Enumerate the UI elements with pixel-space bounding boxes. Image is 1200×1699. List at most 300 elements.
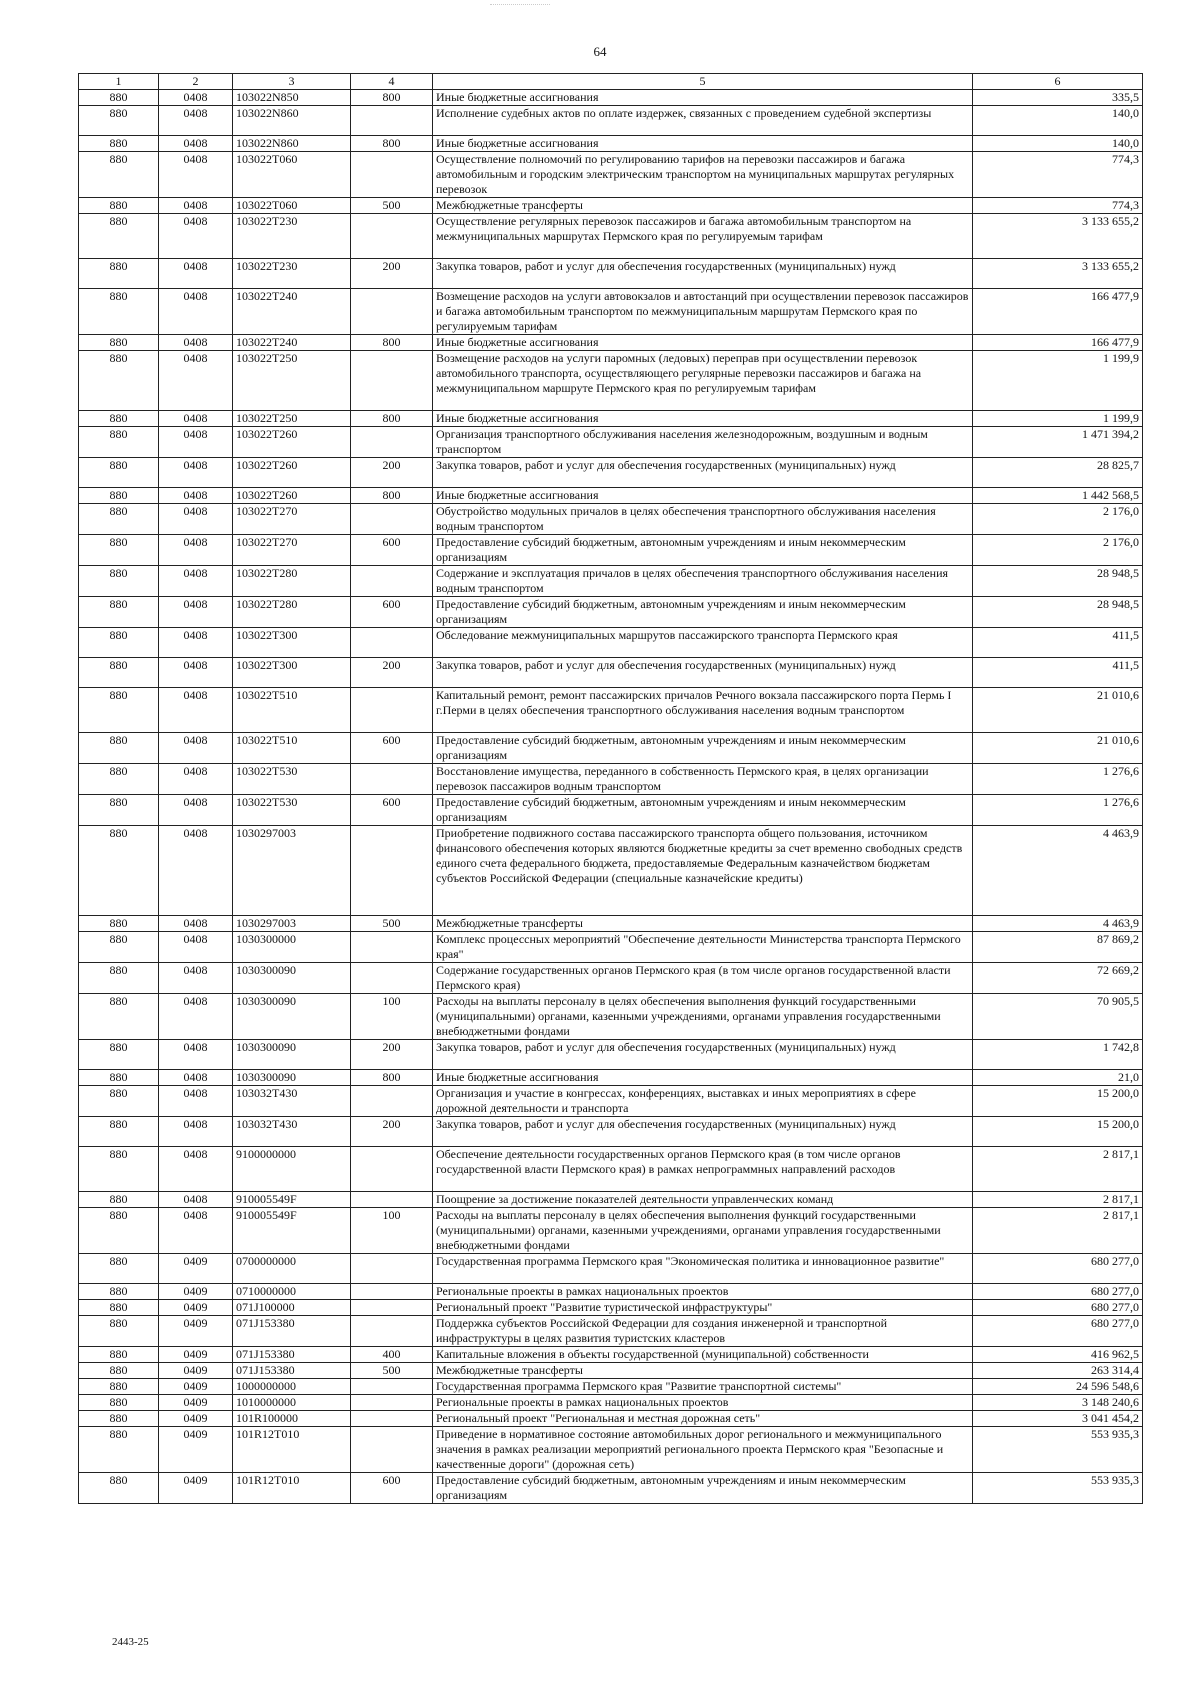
ministry-code-cell: 880 xyxy=(79,826,159,916)
ministry-code-cell: 880 xyxy=(79,152,159,198)
amount-cell: 15 200,0 xyxy=(973,1117,1143,1147)
ministry-code-cell: 880 xyxy=(79,458,159,488)
amount-cell: 70 905,5 xyxy=(973,994,1143,1040)
table-row xyxy=(79,1208,1143,1254)
section-code-cell: 0409 xyxy=(159,1411,233,1427)
ministry-code-cell: 880 xyxy=(79,1395,159,1411)
target-article-cell: 103022T250 xyxy=(233,351,351,411)
section-code-cell: 0408 xyxy=(159,1147,233,1192)
ministry-code-cell: 880 xyxy=(79,289,159,335)
ministry-code-cell: 880 xyxy=(79,597,159,628)
ministry-code-cell: 880 xyxy=(79,1254,159,1284)
description-cell: Предоставление субсидий бюджетным, автономным учреждениям и иным некоммерческим организациям xyxy=(433,795,973,826)
expense-type-cell: 600 xyxy=(351,733,433,764)
amount-cell: 2 817,1 xyxy=(973,1147,1143,1192)
section-code-cell: 0408 xyxy=(159,411,233,427)
page-number: 64 xyxy=(593,44,607,59)
section-code-cell: 0408 xyxy=(159,932,233,963)
description-cell: Иные бюджетные ассигнования xyxy=(433,488,973,504)
column-header: 1 xyxy=(79,74,159,90)
amount-cell: 1 276,6 xyxy=(973,764,1143,795)
expense-type-cell xyxy=(351,1284,433,1300)
section-code-cell: 0409 xyxy=(159,1395,233,1411)
table-row xyxy=(79,335,1143,351)
expense-type-cell xyxy=(351,106,433,136)
column-header: 2 xyxy=(159,74,233,90)
description-cell: Организация транспортного обслуживания населения железнодорожным, воздушным и водным транспортом xyxy=(433,427,973,458)
amount-cell: 3 041 454,2 xyxy=(973,1411,1143,1427)
expense-type-cell xyxy=(351,1316,433,1347)
section-code-cell: 0408 xyxy=(159,198,233,214)
expense-type-cell: 100 xyxy=(351,994,433,1040)
section-code-cell: 0408 xyxy=(159,504,233,535)
amount-cell: 2 817,1 xyxy=(973,1192,1143,1208)
target-article-cell: 103022N860 xyxy=(233,136,351,152)
ministry-code-cell: 880 xyxy=(79,259,159,289)
table-row xyxy=(79,259,1143,289)
description-cell: Закупка товаров, работ и услуг для обеспечения государственных (муниципальных) нужд xyxy=(433,458,973,488)
amount-cell: 774,3 xyxy=(973,198,1143,214)
ministry-code-cell: 880 xyxy=(79,1070,159,1086)
section-code-cell: 0408 xyxy=(159,597,233,628)
table-row xyxy=(79,106,1143,136)
description-cell: Государственная программа Пермского края "Развитие транспортной системы" xyxy=(433,1379,973,1395)
section-code-cell: 0409 xyxy=(159,1254,233,1284)
amount-cell: 21 010,6 xyxy=(973,688,1143,733)
target-article-cell: 9100000000 xyxy=(233,1147,351,1192)
table-row xyxy=(79,688,1143,733)
table-row xyxy=(79,795,1143,826)
expense-type-cell: 400 xyxy=(351,1347,433,1363)
section-code-cell: 0408 xyxy=(159,427,233,458)
amount-cell: 680 277,0 xyxy=(973,1284,1143,1300)
section-code-cell: 0408 xyxy=(159,688,233,733)
amount-cell: 28 948,5 xyxy=(973,597,1143,628)
target-article-cell: 1030300090 xyxy=(233,963,351,994)
target-article-cell: 071J153380 xyxy=(233,1363,351,1379)
ministry-code-cell: 880 xyxy=(79,1347,159,1363)
section-code-cell: 0408 xyxy=(159,289,233,335)
target-article-cell: 103022T270 xyxy=(233,535,351,566)
expense-type-cell xyxy=(351,152,433,198)
ministry-code-cell: 880 xyxy=(79,1363,159,1379)
amount-cell: 263 314,4 xyxy=(973,1363,1143,1379)
target-article-cell: 910005549F xyxy=(233,1208,351,1254)
ministry-code-cell: 880 xyxy=(79,963,159,994)
table-row xyxy=(79,1411,1143,1427)
target-article-cell: 103022T300 xyxy=(233,658,351,688)
expense-type-cell xyxy=(351,566,433,597)
target-article-cell: 103032T430 xyxy=(233,1117,351,1147)
ministry-code-cell: 880 xyxy=(79,1411,159,1427)
target-article-cell: 103022T510 xyxy=(233,688,351,733)
ministry-code-cell: 880 xyxy=(79,566,159,597)
description-cell: Предоставление субсидий бюджетным, автономным учреждениям и иным некоммерческим организациям xyxy=(433,535,973,566)
ministry-code-cell: 880 xyxy=(79,1147,159,1192)
description-cell: Приобретение подвижного состава пассажирского транспорта общего пользования, источником финансового обеспечения которых являются бюджетные кредиты за счет временно свободных средств единого счета федерального бюджета, предоставляемые Федеральным казначейством бюджетам субъектов Российской Федерации (специальные казначейские кредиты) xyxy=(433,826,973,916)
description-cell: Расходы на выплаты персоналу в целях обеспечения выполнения функций государственными (муниципальными) органами, казенными учреждениями, органами управления государственными внебюджетными фондами xyxy=(433,994,973,1040)
ministry-code-cell: 880 xyxy=(79,1300,159,1316)
table-row xyxy=(79,658,1143,688)
description-cell: Приведение в нормативное состояние автомобильных дорог регионального и межмуниципального значения в рамках реализации мероприятий регионального проекта Пермского края "Безопасные и качественные дороги" (дорожная сеть) xyxy=(433,1427,973,1473)
description-cell: Межбюджетные трансферты xyxy=(433,198,973,214)
expense-type-cell: 500 xyxy=(351,916,433,932)
target-article-cell: 103022T250 xyxy=(233,411,351,427)
section-code-cell: 0408 xyxy=(159,628,233,658)
target-article-cell: 103022T260 xyxy=(233,458,351,488)
description-cell: Иные бюджетные ассигнования xyxy=(433,136,973,152)
section-code-cell: 0408 xyxy=(159,733,233,764)
target-article-cell: 101R100000 xyxy=(233,1411,351,1427)
table-row xyxy=(79,411,1143,427)
document-code: 2443-25 xyxy=(112,1636,149,1648)
expense-type-cell xyxy=(351,1086,433,1117)
table-row xyxy=(79,198,1143,214)
ministry-code-cell: 880 xyxy=(79,504,159,535)
amount-cell: 140,0 xyxy=(973,106,1143,136)
target-article-cell: 1030300090 xyxy=(233,994,351,1040)
expense-type-cell xyxy=(351,1379,433,1395)
column-header: 4 xyxy=(351,74,433,90)
amount-cell: 680 277,0 xyxy=(973,1254,1143,1284)
table-row xyxy=(79,932,1143,963)
table-row xyxy=(79,90,1143,106)
target-article-cell: 101R12T010 xyxy=(233,1473,351,1504)
table-row xyxy=(79,289,1143,335)
expense-type-cell: 200 xyxy=(351,458,433,488)
ministry-code-cell: 880 xyxy=(79,1086,159,1117)
amount-cell: 2 817,1 xyxy=(973,1208,1143,1254)
target-article-cell: 103022T300 xyxy=(233,628,351,658)
target-article-cell: 1030297003 xyxy=(233,826,351,916)
description-cell: Обследование межмуниципальных маршрутов пассажирского транспорта Пермского края xyxy=(433,628,973,658)
target-article-cell: 103022T060 xyxy=(233,152,351,198)
section-code-cell: 0408 xyxy=(159,152,233,198)
expense-type-cell xyxy=(351,1300,433,1316)
amount-cell: 4 463,9 xyxy=(973,826,1143,916)
table-row xyxy=(79,1284,1143,1300)
section-code-cell: 0408 xyxy=(159,1086,233,1117)
table-row xyxy=(79,504,1143,535)
expense-type-cell: 800 xyxy=(351,411,433,427)
section-code-cell: 0408 xyxy=(159,795,233,826)
section-code-cell: 0409 xyxy=(159,1379,233,1395)
section-code-cell: 0409 xyxy=(159,1316,233,1347)
expense-type-cell xyxy=(351,351,433,411)
description-cell: Поощрение за достижение показателей деятельности управленческих команд xyxy=(433,1192,973,1208)
description-cell: Закупка товаров, работ и услуг для обеспечения государственных (муниципальных) нужд xyxy=(433,259,973,289)
ministry-code-cell: 880 xyxy=(79,916,159,932)
section-code-cell: 0409 xyxy=(159,1363,233,1379)
table-row xyxy=(79,764,1143,795)
description-cell: Иные бюджетные ассигнования xyxy=(433,1070,973,1086)
target-article-cell: 071J100000 xyxy=(233,1300,351,1316)
expense-type-cell xyxy=(351,826,433,916)
table-row xyxy=(79,1379,1143,1395)
table-row xyxy=(79,628,1143,658)
amount-cell: 166 477,9 xyxy=(973,289,1143,335)
section-code-cell: 0408 xyxy=(159,488,233,504)
target-article-cell: 1000000000 xyxy=(233,1379,351,1395)
ministry-code-cell: 880 xyxy=(79,411,159,427)
amount-cell: 3 133 655,2 xyxy=(973,259,1143,289)
target-article-cell: 1030300090 xyxy=(233,1070,351,1086)
table-row xyxy=(79,1254,1143,1284)
expense-type-cell: 600 xyxy=(351,597,433,628)
description-cell: Региональный проект "Региональная и местная дорожная сеть" xyxy=(433,1411,973,1427)
amount-cell: 680 277,0 xyxy=(973,1316,1143,1347)
expense-type-cell: 600 xyxy=(351,1473,433,1504)
target-article-cell: 103022N860 xyxy=(233,106,351,136)
description-cell: Межбюджетные трансферты xyxy=(433,1363,973,1379)
ministry-code-cell: 880 xyxy=(79,1192,159,1208)
description-cell: Межбюджетные трансферты xyxy=(433,916,973,932)
description-cell: Предоставление субсидий бюджетным, автономным учреждениям и иным некоммерческим организациям xyxy=(433,597,973,628)
table-row xyxy=(79,963,1143,994)
description-cell: Иные бюджетные ассигнования xyxy=(433,335,973,351)
description-cell: Иные бюджетные ассигнования xyxy=(433,411,973,427)
amount-cell: 335,5 xyxy=(973,90,1143,106)
table-row xyxy=(79,136,1143,152)
section-code-cell: 0409 xyxy=(159,1300,233,1316)
expense-type-cell: 800 xyxy=(351,335,433,351)
expense-type-cell: 200 xyxy=(351,259,433,289)
expense-type-cell: 600 xyxy=(351,795,433,826)
table-row xyxy=(79,1300,1143,1316)
description-cell: Закупка товаров, работ и услуг для обеспечения государственных (муниципальных) нужд xyxy=(433,1117,973,1147)
ministry-code-cell: 880 xyxy=(79,764,159,795)
expense-type-cell: 200 xyxy=(351,1117,433,1147)
ministry-code-cell: 880 xyxy=(79,994,159,1040)
amount-cell: 680 277,0 xyxy=(973,1300,1143,1316)
section-code-cell: 0408 xyxy=(159,136,233,152)
ministry-code-cell: 880 xyxy=(79,1208,159,1254)
table-row xyxy=(79,351,1143,411)
table-row xyxy=(79,1147,1143,1192)
description-cell: Региональные проекты в рамках национальных проектов xyxy=(433,1395,973,1411)
expense-type-cell xyxy=(351,1411,433,1427)
description-cell: Капитальные вложения в объекты государственной (муниципальной) собственности xyxy=(433,1347,973,1363)
table-row xyxy=(79,994,1143,1040)
target-article-cell: 103022T240 xyxy=(233,335,351,351)
section-code-cell: 0408 xyxy=(159,351,233,411)
section-code-cell: 0408 xyxy=(159,1117,233,1147)
amount-cell: 15 200,0 xyxy=(973,1086,1143,1117)
ministry-code-cell: 880 xyxy=(79,932,159,963)
table-row xyxy=(79,1086,1143,1117)
budget-table xyxy=(78,73,1143,1504)
amount-cell: 411,5 xyxy=(973,658,1143,688)
description-cell: Обустройство модульных причалов в целях обеспечения транспортного обслуживания населения водным транспортом xyxy=(433,504,973,535)
description-cell: Комплекс процессных мероприятий "Обеспечение деятельности Министерства транспорта Пермского края" xyxy=(433,932,973,963)
target-article-cell: 103022T240 xyxy=(233,289,351,335)
target-article-cell: 1010000000 xyxy=(233,1395,351,1411)
description-cell: Закупка товаров, работ и услуг для обеспечения государственных (муниципальных) нужд xyxy=(433,1040,973,1070)
description-cell: Расходы на выплаты персоналу в целях обеспечения выполнения функций государственными (муниципальными) органами, казенными учреждениями, органами управления государственными внебюджетными фондами xyxy=(433,1208,973,1254)
amount-cell: 1 199,9 xyxy=(973,411,1143,427)
target-article-cell: 103022T530 xyxy=(233,764,351,795)
amount-cell: 2 176,0 xyxy=(973,535,1143,566)
expense-type-cell: 800 xyxy=(351,136,433,152)
description-cell: Возмещение расходов на услуги паромных (ледовых) переправ при осуществлении перевозок автомобильного транспорта, осуществляющего регулярные перевозки пассажиров и багажа на межмуниципальном маршруте Пермского края по регулируемым тарифам xyxy=(433,351,973,411)
section-code-cell: 0408 xyxy=(159,214,233,259)
description-cell: Региональные проекты в рамках национальных проектов xyxy=(433,1284,973,1300)
amount-cell: 416 962,5 xyxy=(973,1347,1143,1363)
description-cell: Предоставление субсидий бюджетным, автономным учреждениям и иным некоммерческим организациям xyxy=(433,1473,973,1504)
table-row xyxy=(79,458,1143,488)
expense-type-cell: 800 xyxy=(351,488,433,504)
amount-cell: 553 935,3 xyxy=(973,1427,1143,1473)
table-row xyxy=(79,733,1143,764)
description-cell: Поддержка субъектов Российской Федерации для создания инженерной и транспортной инфраструктуры в целях развития туристских кластеров xyxy=(433,1316,973,1347)
target-article-cell: 0700000000 xyxy=(233,1254,351,1284)
expense-type-cell xyxy=(351,932,433,963)
section-code-cell: 0408 xyxy=(159,963,233,994)
ministry-code-cell: 880 xyxy=(79,795,159,826)
amount-cell: 553 935,3 xyxy=(973,1473,1143,1504)
description-cell: Восстановление имущества, переданного в собственность Пермского края, в целях организации перевозок пассажиров водным транспортом xyxy=(433,764,973,795)
table-row xyxy=(79,1473,1143,1504)
target-article-cell: 103022T230 xyxy=(233,259,351,289)
expense-type-cell xyxy=(351,1254,433,1284)
target-article-cell: 0710000000 xyxy=(233,1284,351,1300)
description-cell: Исполнение судебных актов по оплате издержек, связанных с проведением судебной экспертизы xyxy=(433,106,973,136)
section-code-cell: 0408 xyxy=(159,1040,233,1070)
ministry-code-cell: 880 xyxy=(79,733,159,764)
expense-type-cell: 100 xyxy=(351,1208,433,1254)
amount-cell: 87 869,2 xyxy=(973,932,1143,963)
section-code-cell: 0408 xyxy=(159,259,233,289)
amount-cell: 140,0 xyxy=(973,136,1143,152)
amount-cell: 21 010,6 xyxy=(973,733,1143,764)
amount-cell: 1 742,8 xyxy=(973,1040,1143,1070)
ministry-code-cell: 880 xyxy=(79,1473,159,1504)
target-article-cell: 910005549F xyxy=(233,1192,351,1208)
table-row xyxy=(79,1395,1143,1411)
expense-type-cell xyxy=(351,764,433,795)
ministry-code-cell: 880 xyxy=(79,335,159,351)
description-cell: Закупка товаров, работ и услуг для обеспечения государственных (муниципальных) нужд xyxy=(433,658,973,688)
table-row xyxy=(79,1347,1143,1363)
table-row xyxy=(79,1117,1143,1147)
section-code-cell: 0408 xyxy=(159,764,233,795)
ministry-code-cell: 880 xyxy=(79,136,159,152)
section-code-cell: 0408 xyxy=(159,658,233,688)
section-code-cell: 0408 xyxy=(159,826,233,916)
expense-type-cell xyxy=(351,289,433,335)
target-article-cell: 103022T060 xyxy=(233,198,351,214)
table-row xyxy=(79,488,1143,504)
section-code-cell: 0408 xyxy=(159,535,233,566)
expense-type-cell: 500 xyxy=(351,198,433,214)
target-article-cell: 103022T260 xyxy=(233,427,351,458)
expense-type-cell: 200 xyxy=(351,658,433,688)
section-code-cell: 0409 xyxy=(159,1347,233,1363)
description-cell: Предоставление субсидий бюджетным, автономным учреждениям и иным некоммерческим организациям xyxy=(433,733,973,764)
amount-cell: 2 176,0 xyxy=(973,504,1143,535)
target-article-cell: 103022T280 xyxy=(233,597,351,628)
table-row xyxy=(79,214,1143,259)
ministry-code-cell: 880 xyxy=(79,1117,159,1147)
section-code-cell: 0408 xyxy=(159,994,233,1040)
expense-type-cell xyxy=(351,427,433,458)
ministry-code-cell: 880 xyxy=(79,688,159,733)
description-cell: Организация и участие в конгрессах, конференциях, выставках и иных мероприятиях в сфере дорожной деятельности и транспорта xyxy=(433,1086,973,1117)
amount-cell: 24 596 548,6 xyxy=(973,1379,1143,1395)
amount-cell: 1 471 394,2 xyxy=(973,427,1143,458)
table-row xyxy=(79,1427,1143,1473)
expense-type-cell xyxy=(351,963,433,994)
description-cell: Капитальный ремонт, ремонт пассажирских причалов Речного вокзала пассажирского порта Пермь I г.Перми в целях обеспечения транспортного обслуживания населения водным транспортом xyxy=(433,688,973,733)
expense-type-cell xyxy=(351,1147,433,1192)
table-row xyxy=(79,1040,1143,1070)
amount-cell: 1 276,6 xyxy=(973,795,1143,826)
ministry-code-cell: 880 xyxy=(79,658,159,688)
ministry-code-cell: 880 xyxy=(79,198,159,214)
description-cell: Содержание и эксплуатация причалов в целях обеспечения транспортного обслуживания населения водным транспортом xyxy=(433,566,973,597)
table-row xyxy=(79,916,1143,932)
target-article-cell: 071J153380 xyxy=(233,1347,351,1363)
scan-artifact xyxy=(490,4,550,8)
amount-cell: 166 477,9 xyxy=(973,335,1143,351)
target-article-cell: 103032T430 xyxy=(233,1086,351,1117)
ministry-code-cell: 880 xyxy=(79,1379,159,1395)
table-row xyxy=(79,597,1143,628)
amount-cell: 411,5 xyxy=(973,628,1143,658)
target-article-cell: 101R12T010 xyxy=(233,1427,351,1473)
expense-type-cell xyxy=(351,1192,433,1208)
amount-cell: 72 669,2 xyxy=(973,963,1143,994)
target-article-cell: 1030297003 xyxy=(233,916,351,932)
amount-cell: 4 463,9 xyxy=(973,916,1143,932)
expense-type-cell xyxy=(351,1395,433,1411)
amount-cell: 3 148 240,6 xyxy=(973,1395,1143,1411)
section-code-cell: 0408 xyxy=(159,566,233,597)
ministry-code-cell: 880 xyxy=(79,351,159,411)
table-row xyxy=(79,1192,1143,1208)
expense-type-cell: 500 xyxy=(351,1363,433,1379)
table-row xyxy=(79,826,1143,916)
section-code-cell: 0409 xyxy=(159,1427,233,1473)
section-code-cell: 0408 xyxy=(159,458,233,488)
amount-cell: 21,0 xyxy=(973,1070,1143,1086)
section-code-cell: 0409 xyxy=(159,1473,233,1504)
ministry-code-cell: 880 xyxy=(79,214,159,259)
table-body xyxy=(79,90,1143,1504)
section-code-cell: 0408 xyxy=(159,90,233,106)
table-row xyxy=(79,566,1143,597)
expense-type-cell xyxy=(351,214,433,259)
table-row xyxy=(79,1363,1143,1379)
target-article-cell: 103022T260 xyxy=(233,488,351,504)
expense-type-cell: 800 xyxy=(351,90,433,106)
ministry-code-cell: 880 xyxy=(79,106,159,136)
description-cell: Осуществление регулярных перевозок пассажиров и багажа автомобильным транспортом на межмуниципальных маршрутах Пермского края по регулируемым тарифам xyxy=(433,214,973,259)
ministry-code-cell: 880 xyxy=(79,488,159,504)
target-article-cell: 103022T280 xyxy=(233,566,351,597)
description-cell: Государственная программа Пермского края "Экономическая политика и инновационное развитие" xyxy=(433,1254,973,1284)
expense-type-cell xyxy=(351,628,433,658)
description-cell: Региональный проект "Развитие туристической инфраструктуры" xyxy=(433,1300,973,1316)
target-article-cell: 103022N850 xyxy=(233,90,351,106)
description-cell: Обеспечение деятельности государственных органов Пермского края (в том числе органов государственной власти Пермского края) в рамках непрограммных направлений расходов xyxy=(433,1147,973,1192)
amount-cell: 28 948,5 xyxy=(973,566,1143,597)
expense-type-cell xyxy=(351,688,433,733)
target-article-cell: 1030300090 xyxy=(233,1040,351,1070)
target-article-cell: 103022T530 xyxy=(233,795,351,826)
expense-type-cell: 800 xyxy=(351,1070,433,1086)
section-code-cell: 0408 xyxy=(159,1070,233,1086)
